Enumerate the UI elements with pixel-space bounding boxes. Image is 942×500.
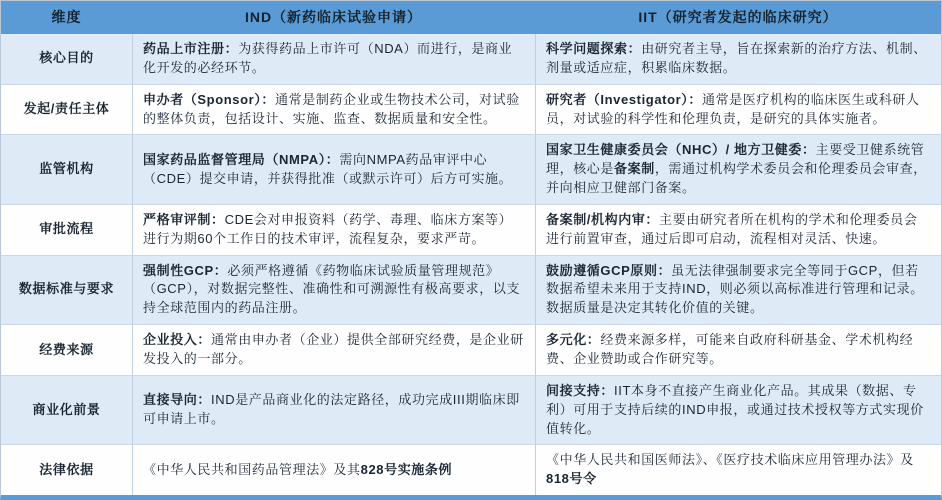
- bold-text-segment: 备案制/机构内审：: [546, 211, 660, 227]
- text-segment: 经费来源多样，可能来自政府科研基金、学术机构经费、企业赞助或合作研究等。: [546, 332, 914, 366]
- ind-cell-text: [143, 40, 525, 78]
- iit-cell-text: [546, 331, 931, 369]
- bold-text-segment: 严格审评制：: [143, 211, 225, 227]
- text-segment: 需向NMPA药品审评中心（CDE）提交申请，并获得批准（或默示许可）后方可实施。: [143, 151, 513, 186]
- iit-cell: [535, 445, 941, 495]
- iit-cell-text: [546, 40, 931, 78]
- text-segment: CDE会对申报资料（药学、毒理、临床方案等）进行为期60个工作日的技术审评，流程复杂，要求严苛。: [143, 211, 513, 246]
- ind-cell: [132, 135, 535, 204]
- bold-text-segment: 828号实施条例: [360, 461, 453, 477]
- text-segment: 由研究者主导，旨在探索新的治疗方法、机制、剂量或适应症，积累临床数据。: [546, 41, 927, 75]
- dimension-label: 商业化前景: [32, 401, 101, 417]
- text-segment: 《中华人民共和国医师法》、《医疗技术临床应用管理办法》及: [546, 452, 914, 468]
- iit-cell-text: [546, 91, 931, 129]
- text-segment: IND是产品商业化的法定路径，成功完成III期临床即可申请上市。: [143, 392, 520, 427]
- bold-text-segment: 多元化：: [546, 332, 601, 348]
- header-ind: IND（新药临床试验申请）: [244, 9, 423, 26]
- text-segment: 必须严格遵循《药物临床试验质量管理规范》（GCP），对数据完整性、准确性和可溯源性有极高要求，以支持全球范围内的药品注册。: [143, 262, 521, 316]
- text-segment: 通常由申办者（企业）提供全部研究经费，是企业研发投入的一部分。: [143, 332, 524, 366]
- dimension-label: 发起/责任主体: [23, 101, 110, 117]
- iit-cell: [535, 205, 941, 255]
- text-segment: 虽无法律强制要求完全等同于GCP，但若数据希望未来用于支持IND，则必须以高标准进行管理和记录。数据质量是决定其转化价值的关键。: [546, 262, 924, 316]
- ind-cell-text: [143, 331, 525, 369]
- table-row: [1, 84, 941, 135]
- iit-cell: [535, 85, 941, 135]
- dimension-label: 审批流程: [39, 221, 94, 237]
- table-row: [1, 255, 941, 325]
- ind-cell-text: [143, 461, 525, 480]
- text-segment: ，需通过机构学术委员会和伦理委员会审查，并向相应卫健部门备案。: [546, 161, 927, 196]
- ind-cell: [132, 325, 535, 375]
- ind-cell: [132, 256, 535, 325]
- dimension-label: 监管机构: [39, 161, 94, 177]
- table-row: [1, 444, 941, 495]
- ind-cell-text: [143, 262, 525, 319]
- text-segment: 通常是医疗机构的临床医生或科研人员，对试验的科学性和伦理负责，是研究的具体实施者。: [546, 91, 920, 126]
- bold-text-segment: 国家卫生健康委员会（NHC）/ 地方卫健委：: [546, 142, 816, 158]
- bold-text-segment: 国家药品监督管理局（NMPA）：: [143, 151, 340, 167]
- table-row: [1, 34, 941, 84]
- text-segment: 主要受卫健系统管理，核心是: [546, 142, 925, 177]
- bold-text-segment: 间接支持：: [546, 382, 615, 398]
- iit-cell-text: [546, 382, 931, 439]
- iit-cell-text: [546, 262, 931, 319]
- text-segment: 主要由研究者所在机构的学术和伦理委员会进行前置审查，通过后即可启动，流程相对灵活、快速。: [546, 211, 918, 246]
- text-segment: 为获得药品上市许可（NDA）而进行，是商业化开发的必经环节。: [143, 41, 513, 75]
- iit-cell-text: [546, 451, 931, 489]
- header-iit: IIT（研究者发起的临床研究）: [638, 9, 838, 26]
- iit-cell-text: [546, 141, 931, 198]
- iit-cell: [535, 34, 941, 84]
- table-row: [1, 204, 941, 255]
- header-dimension: 维度: [51, 9, 82, 26]
- iit-cell-text: [546, 211, 931, 249]
- table-row: [1, 324, 941, 375]
- ind-cell-text: [143, 91, 525, 129]
- table-header-row: [1, 1, 941, 34]
- bold-text-segment: 科学问题探索：: [546, 41, 642, 56]
- ind-cell: [132, 85, 535, 135]
- dimension-label: 核心目的: [39, 50, 94, 66]
- text-segment: 《中华人民共和国药品管理法》及其: [143, 461, 361, 477]
- bold-text-segment: 药品上市注册：: [143, 41, 239, 56]
- table-row: [1, 375, 941, 445]
- iit-cell: [535, 256, 941, 325]
- dimension-label: 数据标准与要求: [18, 281, 115, 297]
- bold-text-segment: 企业投入：: [143, 332, 212, 348]
- bold-text-segment: 研究者（Investigator）：: [546, 91, 702, 107]
- ind-cell-text: [143, 211, 525, 249]
- ind-cell: [132, 34, 535, 84]
- bold-text-segment: 鼓励遵循GCP原则：: [546, 262, 672, 278]
- dimension-label: 法律依据: [39, 461, 94, 477]
- text-segment: IIT本身不直接产生商业化产品。其成果（数据、专利）可用于支持后续的IND申报，或通过技术授权等方式实现价值转化。: [546, 382, 924, 436]
- iit-cell: [535, 376, 941, 445]
- table-body: [1, 34, 941, 495]
- iit-cell: [535, 325, 941, 375]
- ind-cell-text: [143, 151, 525, 189]
- table-row: [1, 134, 941, 204]
- iit-cell: [535, 135, 941, 204]
- ind-cell: [132, 205, 535, 255]
- bold-text-segment: 818号令: [546, 471, 597, 487]
- bold-text-segment: 强制性GCP：: [143, 262, 228, 278]
- ind-cell: [132, 445, 535, 495]
- ind-cell: [132, 376, 535, 445]
- dimension-label: 经费来源: [39, 341, 94, 357]
- bold-text-segment: 备案制: [614, 161, 655, 177]
- bold-text-segment: 直接导向：: [143, 392, 212, 408]
- text-segment: 通常是制药企业或生物技术公司，对试验的整体负责，包括设计、实施、监查、数据质量和安全性。: [143, 91, 520, 126]
- bold-text-segment: 申办者（Sponsor）：: [143, 91, 276, 107]
- ind-cell-text: [143, 391, 525, 429]
